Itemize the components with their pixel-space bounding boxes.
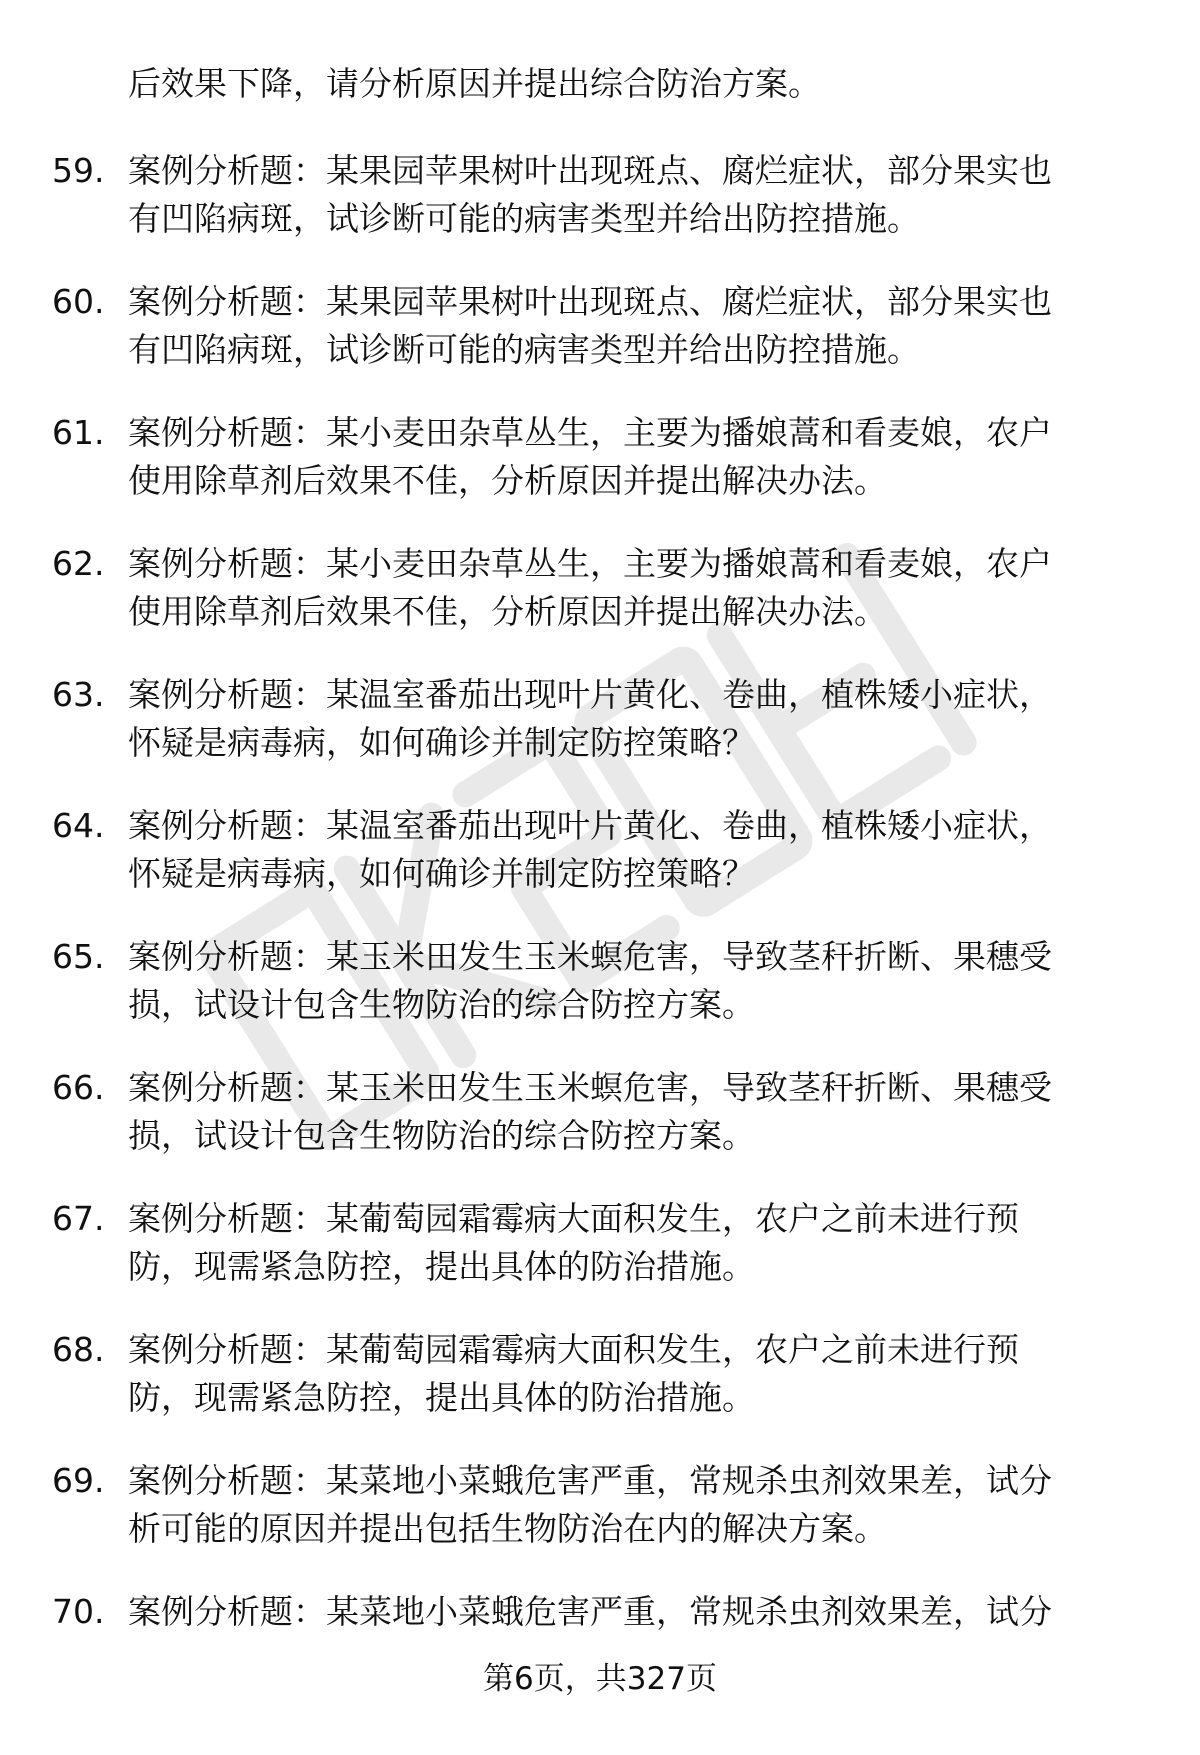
question-text-line: 案例分析题：某小麦田杂草丛生，主要为播娘蒿和看麦娘，农户 [128, 544, 1052, 583]
question-text-line: 怀疑是病毒病，如何确诊并制定防控策略？ [128, 723, 755, 762]
question-item [0, 802, 1200, 933]
question-text-line: 使用除草剂后效果不佳，分析原因并提出解决办法。 [128, 461, 887, 500]
question-item [0, 671, 1200, 802]
question-item [0, 1195, 1200, 1326]
question-text-line: 损，试设计包含生物防治的综合防控方案。 [128, 1116, 755, 1155]
question-text-line: 案例分析题：某葡萄园霜霉病大面积发生，农户之前未进行预 [128, 1199, 1019, 1238]
question-text [128, 802, 1168, 898]
question-number: 59. [52, 151, 105, 190]
question-item [0, 409, 1200, 540]
question-number: 64. [52, 806, 105, 845]
question-text-line: 案例分析题：某葡萄园霜霉病大面积发生，农户之前未进行预 [128, 1330, 1019, 1369]
question-text-line: 案例分析题：某菜地小菜蛾危害严重，常规杀虫剂效果差，试分 [128, 1592, 1052, 1631]
question-item [0, 540, 1200, 671]
question-text-line: 案例分析题：某玉米田发生玉米螟危害，导致茎秆折断、果穗受 [128, 1068, 1052, 1107]
question-number: 61. [52, 413, 105, 452]
question-number: 66. [52, 1068, 105, 1107]
question-text [128, 409, 1168, 505]
question-number: 60. [52, 282, 105, 321]
continuation-text: 后效果下降，请分析原因并提出综合防治方案。 [128, 64, 821, 103]
question-item [0, 1064, 1200, 1195]
question-number: 62. [52, 544, 105, 583]
question-text [128, 1457, 1168, 1553]
question-number: 63. [52, 675, 105, 714]
question-item [0, 147, 1200, 278]
page-footer: 第6页，共327页 [483, 1661, 717, 1697]
question-text-line: 防，现需紧急防控，提出具体的防治措施。 [128, 1247, 755, 1286]
question-text-line: 有凹陷病斑，试诊断可能的病害类型并给出防控措施。 [128, 199, 920, 238]
question-text-line: 损，试设计包含生物防治的综合防控方案。 [128, 985, 755, 1024]
question-text [128, 933, 1168, 1029]
question-text-line: 有凹陷病斑，试诊断可能的病害类型并给出防控措施。 [128, 330, 920, 369]
question-number: 68. [52, 1330, 105, 1369]
question-item [0, 1326, 1200, 1457]
question-text-line: 案例分析题：某温室番茄出现叶片黄化、卷曲，植株矮小症状， [128, 806, 1052, 845]
question-text [128, 1326, 1168, 1422]
question-text-line: 防，现需紧急防控，提出具体的防治措施。 [128, 1378, 755, 1417]
question-text-line: 使用除草剂后效果不佳，分析原因并提出解决办法。 [128, 592, 887, 631]
question-number: 70. [52, 1592, 105, 1631]
question-text [128, 278, 1168, 374]
question-item [0, 1457, 1200, 1588]
question-item [0, 933, 1200, 1064]
question-text-line: 案例分析题：某小麦田杂草丛生，主要为播娘蒿和看麦娘，农户 [128, 413, 1052, 452]
question-list [0, 147, 1200, 1719]
question-text-line: 案例分析题：某果园苹果树叶出现斑点、腐烂症状，部分果实也 [128, 151, 1052, 190]
question-text [128, 540, 1168, 636]
question-text-line: 案例分析题：某果园苹果树叶出现斑点、腐烂症状，部分果实也 [128, 282, 1052, 321]
question-number: 67. [52, 1199, 105, 1238]
question-text-line: 案例分析题：某菜地小菜蛾危害严重，常规杀虫剂效果差，试分 [128, 1461, 1052, 1500]
question-text-line: 怀疑是病毒病，如何确诊并制定防控策略？ [128, 854, 755, 893]
question-number: 65. [52, 937, 105, 976]
question-number: 69. [52, 1461, 105, 1500]
question-text [128, 1195, 1168, 1291]
question-text-line: 析可能的原因并提出包括生物防治在内的解决方案。 [128, 1509, 887, 1548]
question-text [128, 1588, 1168, 1636]
question-text-line: 案例分析题：某温室番茄出现叶片黄化、卷曲，植株矮小症状， [128, 675, 1052, 714]
question-text [128, 1064, 1168, 1160]
question-text-line: 案例分析题：某玉米田发生玉米螟危害，导致茎秆折断、果穗受 [128, 937, 1052, 976]
question-item [0, 278, 1200, 409]
question-text [128, 147, 1168, 243]
question-text [128, 671, 1168, 767]
